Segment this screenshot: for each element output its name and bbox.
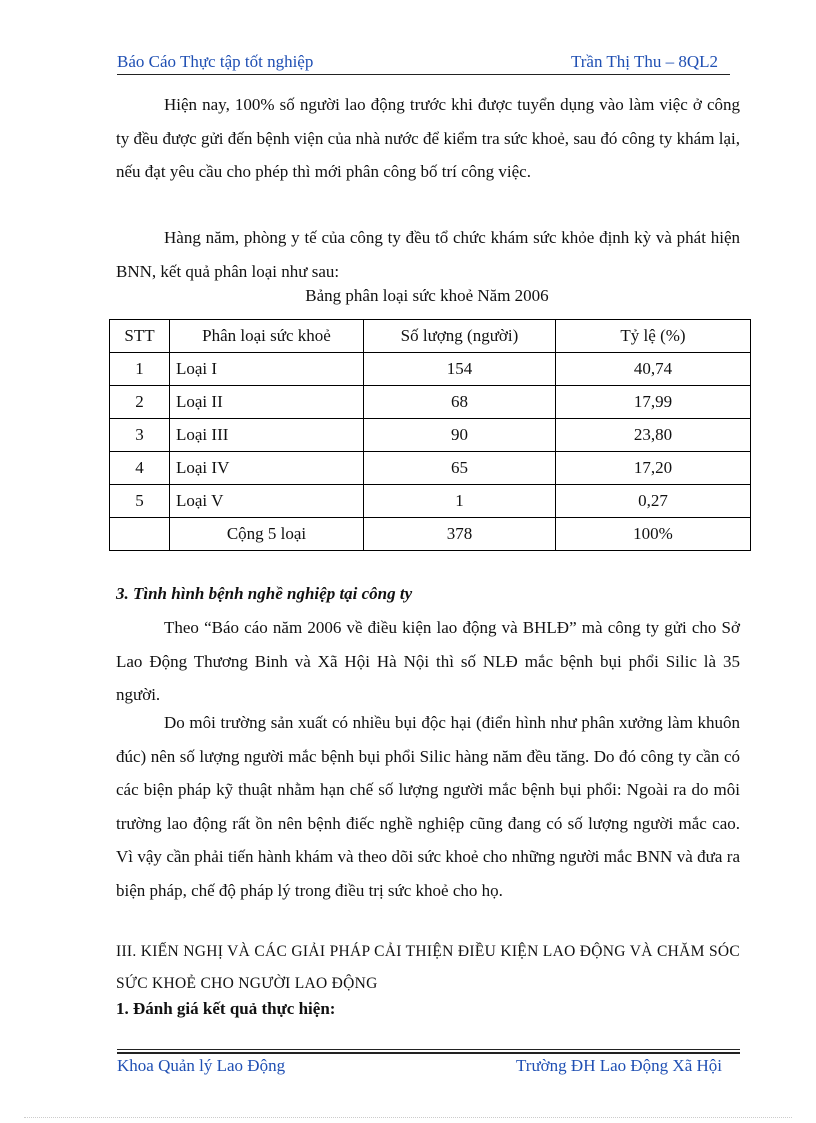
table-row (110, 485, 751, 518)
cell-stt: 2 (110, 386, 170, 419)
cell-total-percent: 100% (556, 518, 751, 551)
page-header (117, 50, 730, 75)
cell-stt: 1 (110, 353, 170, 386)
cell-percent: 17,20 (556, 452, 751, 485)
header-report-title: Báo Cáo Thực tập tốt nghiệp (117, 52, 314, 71)
paragraph-annual-report: Theo “Báo cáo năm 2006 về điều kiện lao động và BHLĐ” mà công ty gửi cho Sở Lao Động Thương Binh và Xã Hội Hà Nội thì số NLĐ mắc bệnh bụi phổi Silic là 35 người. (116, 618, 740, 704)
footer-divider (117, 1049, 740, 1050)
table-header-row (110, 320, 751, 353)
cell-total-label: Cộng 5 loại (170, 518, 364, 551)
cell-stt: 4 (110, 452, 170, 485)
table-row (110, 353, 751, 386)
cell-quantity: 154 (364, 353, 556, 386)
health-classification-table (109, 319, 751, 551)
paragraph-silicosis-measures: Do môi trường sản xuất có nhiều bụi độc hại (điển hình như phân xưởng làm khuôn đúc) nên số lượng người mắc bệnh bụi phổi Silic hàng năm đều tăng. Do đó công ty cần có các biện pháp kỹ thuật nhằm hạn chế số lượng người mắc bệnh bụi phổi: Ngoài ra do môi trường lao động rất ồn nên bệnh điếc nghề nghiệp cũng đang có số lượng người mắc cao. Vì vậy cần phải tiến hành khám và theo dõi sức khoẻ cho những người mắc BNN và đưa ra biện pháp, chế độ pháp lý trong điều trị sức khoẻ cho họ. (116, 713, 740, 900)
paragraph-recruitment-health-check: Hiện nay, 100% số người lao động trước khi được tuyển dụng vào làm việc ở công ty đều được gửi đến bệnh viện của nhà nước để kiểm tra sức khoẻ, sau đó công ty khám lại, nếu đạt yêu cầu cho phép thì mới phân công bố trí công việc. (116, 95, 740, 181)
cell-stt: 5 (110, 485, 170, 518)
cell-stt-empty (110, 518, 170, 551)
col-header-category: Phân loại sức khoẻ (170, 320, 364, 353)
cell-percent: 17,99 (556, 386, 751, 419)
cell-percent: 23,80 (556, 419, 751, 452)
section-3-heading: 3. Tình hình bệnh nghề nghiệp tại công ty (116, 584, 413, 603)
cell-quantity: 65 (364, 452, 556, 485)
cell-category: Loại I (170, 353, 364, 386)
footer-university: Trường ĐH Lao Động Xã Hội (516, 1056, 722, 1075)
section-iii-heading: III. KIẾN NGHỊ VÀ CÁC GIẢI PHÁP CẢI THIỆN ĐIỀU KIỆN LAO ĐỘNG VÀ CHĂM SÓC SỨC KHOẺ CHO NGƯỜI LAO ĐỘNG (116, 943, 740, 992)
paragraph-annual-checkup: Hàng năm, phòng y tế của công ty đều tổ chức khám sức khỏe định kỳ và phát hiện BNN, kết quả phân loại như sau: (116, 228, 740, 281)
col-header-quantity: Số lượng (người) (364, 320, 556, 353)
table-total-row (110, 518, 751, 551)
footer-faculty: Khoa Quản lý Lao Động (117, 1056, 286, 1075)
page-bottom-edge (24, 1117, 792, 1118)
cell-category: Loại III (170, 419, 364, 452)
cell-quantity: 1 (364, 485, 556, 518)
col-header-percent: Tỷ lệ (%) (556, 320, 751, 353)
cell-category: Loại II (170, 386, 364, 419)
cell-category: Loại V (170, 485, 364, 518)
subsection-1-heading: 1. Đánh giá kết quả thực hiện: (116, 999, 336, 1018)
table-row (110, 386, 751, 419)
cell-total-quantity: 378 (364, 518, 556, 551)
cell-quantity: 68 (364, 386, 556, 419)
header-author: Trần Thị Thu – 8QL2 (570, 52, 718, 71)
table-row (110, 419, 751, 452)
page-footer (117, 1054, 740, 1078)
cell-stt: 3 (110, 419, 170, 452)
cell-percent: 0,27 (556, 485, 751, 518)
cell-quantity: 90 (364, 419, 556, 452)
cell-category: Loại IV (170, 452, 364, 485)
cell-percent: 40,74 (556, 353, 751, 386)
table-caption: Bảng phân loại sức khoẻ Năm 2006 (305, 286, 549, 305)
table-row (110, 452, 751, 485)
col-header-stt: STT (110, 320, 170, 353)
